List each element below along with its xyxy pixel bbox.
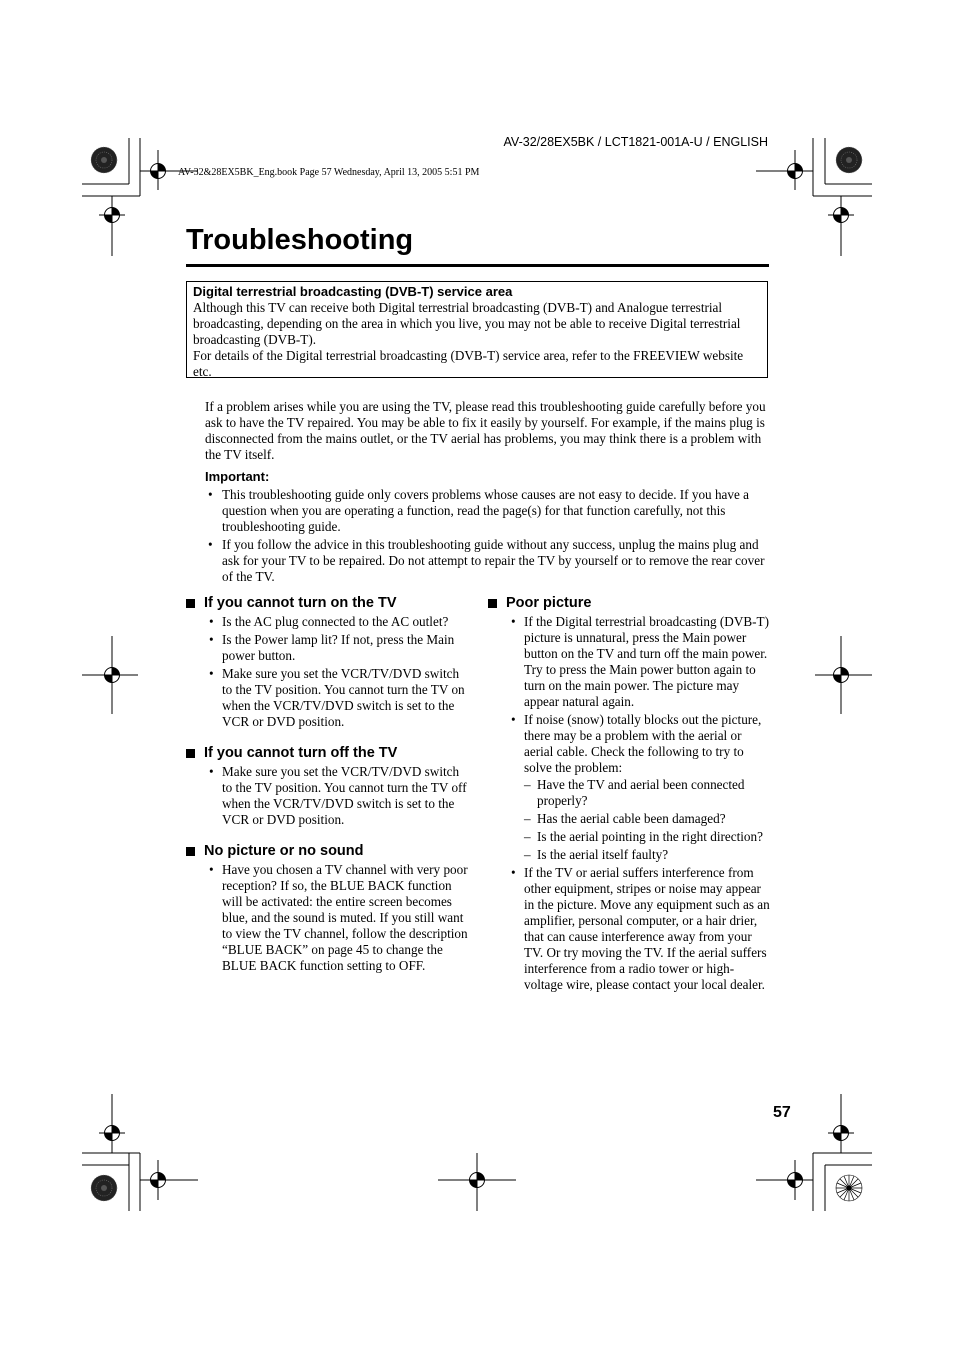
- bullet-mark: •: [209, 614, 214, 629]
- important-heading: Important:: [205, 469, 270, 484]
- sub-list-item: – Have the TV and aerial been connected properly?: [524, 777, 745, 808]
- dash-mark: –: [524, 847, 531, 862]
- sub-list-item: – Has the aerial cable been damaged?: [524, 811, 726, 826]
- list-item: • Make sure you set the VCR/TV/DVD switch to the TV position. You cannot turn the TV off when the VCR/TV/DVD switch is set to the VCR or DVD position.: [209, 764, 467, 827]
- bullet-mark: •: [511, 712, 516, 727]
- crop-mark-top-right: [756, 138, 872, 256]
- sub-list-item: – Is the aerial pointing in the right direction?: [524, 829, 763, 844]
- page-number: 57: [773, 1104, 791, 1121]
- section-heading-text: No picture or no sound: [204, 843, 364, 859]
- list-item: • Is the AC plug connected to the AC outlet?: [209, 614, 449, 629]
- intro-paragraph: If a problem arises while you are using the TV, please read this troubleshooting guide carefully before you ask to have the TV repaired. You may be able to fix it easily by yourself. For example, if the mains plug is disconnected from the mains outlet, or the TV aerial has problems, you may think there is a problem with the TV itself.: [205, 399, 766, 462]
- bullet-mark: •: [209, 862, 214, 877]
- crop-mark-bottom-center: [438, 1153, 516, 1211]
- list-item: • If noise (snow) totally blocks out the picture, there may be a problem with the aerial or aerial cable. Check the following to try to solve the problem: – Have the TV and aerial been connected properly? – Has the aerial cable been damaged? – Is the aerial pointing in the right direction? – Is the aerial itself faulty?: [488, 712, 770, 863]
- crop-mark-middle-left: [82, 636, 138, 714]
- important-item: • This troubleshooting guide only covers problems whose causes are not easy to decide. If you have a question when you are operating a function, read the page(s) for that function carefully, not this troubleshooting guide.: [205, 487, 769, 535]
- crop-mark-middle-right: [815, 636, 872, 714]
- service-area-paragraph-1: Although this TV can receive both Digital terrestrial broadcasting (DVB-T) and Analogue terrestrial broadcasting, depending on the area in which you live, you may not be able to receive Digital terrestrial broadcasting (DVB-T).: [193, 300, 741, 347]
- list-item: • Make sure you set the VCR/TV/DVD switch to the TV position. You cannot turn the TV on when the VCR/TV/DVD switch is set to the VCR or DVD position.: [209, 666, 465, 729]
- bullet-mark: •: [209, 666, 214, 681]
- crop-mark-bottom-right: [756, 1094, 872, 1211]
- service-area-heading: Digital terrestrial broadcasting (DVB-T) service area: [193, 284, 513, 299]
- service-area-paragraph-2: For details of the Digital terrestrial broadcasting (DVB-T) service area, refer to the FREEVIEW website etc.: [193, 348, 744, 379]
- list-item: • If the TV or aerial suffers interference from other equipment, stripes or noise may appear in the picture. Move any equipment such as an amplifier, personal computer, or a hair drier, that can cause interference away from your TV. Or try moving the TV. If the aerial suffers interference from a radio tower or high-voltage wire, please contact your local dealer.: [511, 865, 770, 992]
- list-item: • Is the Power lamp lit? If not, press the Main power button.: [209, 632, 455, 663]
- crop-mark-bottom-left: [82, 1094, 198, 1211]
- document-code: AV-32/28EX5BK / LCT1821-001A-U / ENGLISH: [503, 135, 768, 149]
- sub-list-item: – Is the aerial itself faulty?: [524, 847, 669, 862]
- list-item: • Have you chosen a TV channel with very poor reception? If so, the BLUE BACK function will be activated: the entire screen becomes blue, and the sound is muted. If you still want to view the TV channel, follow the description “BLUE BACK” on page 45 to change the BLUE BACK function setting to OFF.: [209, 862, 468, 973]
- important-item: • If you follow the advice in this troubleshooting guide without any success, unplug the mains plug and ask for your TV to be repaired. Do not attempt to repair the TV by yourself or to remove the rear cover of the TV.: [205, 537, 769, 585]
- section-heading-text: If you cannot turn off the TV: [204, 745, 398, 761]
- dash-mark: –: [524, 811, 531, 826]
- dash-mark: –: [524, 829, 531, 844]
- page-title: Troubleshooting: [186, 224, 414, 256]
- section-heading-text: Poor picture: [506, 595, 592, 611]
- list-item: • If the Digital terrestrial broadcasting (DVB-T) picture is unnatural, press the Main power button on the TV and turn off the main power. Try to press the Main power button again to turn on the main power. The picture may appear natural again.: [511, 614, 769, 709]
- dash-mark: –: [524, 777, 531, 792]
- bullet-mark: •: [511, 614, 516, 629]
- bullet-mark: •: [209, 632, 214, 647]
- bullet-mark: •: [209, 764, 214, 779]
- bullet-mark: •: [511, 865, 516, 880]
- book-info-line: AV-32&28EX5BK_Eng.book Page 57 Wednesday, April 13, 2005 5:51 PM: [178, 167, 480, 178]
- crop-mark-top-left: [82, 138, 198, 256]
- section-heading-text: If you cannot turn on the TV: [204, 595, 397, 611]
